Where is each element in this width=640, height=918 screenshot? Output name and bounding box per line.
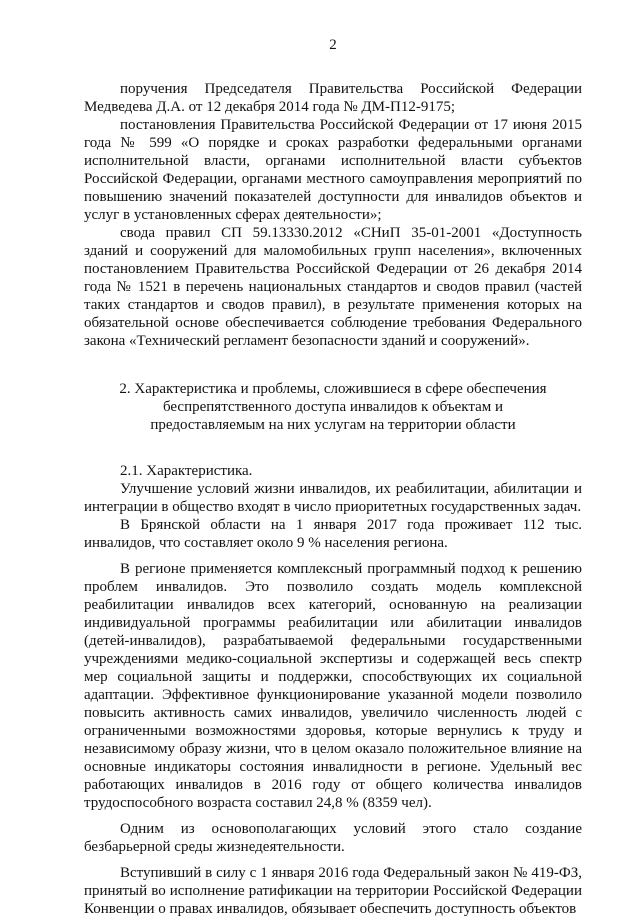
paragraph-resolution-ref: постановления Правительства Российской Федерации от 17 июня 2015 года № 599 «О порядке и сроках разработки федеральными органами исполнительной власти, органами исполнительной власти субъектов Российской Федерации, органами местного самоуправления мероприятий по повышению значений показателей доступности для инвалидов объектов и услуг в установленных сферах деятельности»; (84, 117, 582, 223)
paragraph-barrier-free: Одним из основополагающих условий этого стало создание безбарьерной среды жизнедеятельности. (84, 821, 582, 855)
paragraph-code-of-rules-ref: свода правил СП 59.13330.2012 «СНиП 35-01-2001 «Доступность зданий и сооружений для маломобильных групп населения», включенных постановлением Правительства Российской Федерации от 26 декабря 2014 года № 1521 в перечень национальных стандартов и сводов правил (частей таких стандартов и сводов правил), в результате применения которых на обязательной основе обеспечивается соблюдение требования Федерального закона «Технический регламент безопасности зданий и сооружений». (84, 225, 582, 349)
page-number: 2 (329, 37, 337, 53)
paragraph-comprehensive-approach: В регионе применяется комплексный программный подход к решению проблем инвалидов. Это позволило создать модель комплексной реабилитации инвалидов всех категорий, основанную на реализации индивидуальной программы реабилитации или абилитации инвалидов (детей-инвалидов), разрабатываемой федеральными государственными учреждениями медико-социальной экспертизы и содержащей весь спектр мер социальной защиты и поддержки, способствующих их социальной адаптации. Эффективное функционирование указанной модели позволило повысить активность самих инвалидов, увеличило численность людей с ограниченными возможностями здоровья, которые вернулись к труду и независимому образу жизни, что в целом оказало положительное влияние на основные индикаторы состояния инвалидности в регионе. Удельный вес работающих инвалидов в 2016 году от общего количества инвалидов трудоспособного возраста составил 24,8 % (8359 чел). (84, 561, 582, 811)
paragraph-improvement: Улучшение условий жизни инвалидов, их реабилитации, абилитации и интеграции в общество входят в число приоритетных государственных задач. (84, 481, 582, 515)
subsection-title: 2.1. Характеристика. (120, 463, 253, 479)
paragraph-federal-law: Вступивший в силу с 1 января 2016 года Федеральный закон № 419-ФЗ, принятый во исполнение ратификации на территории Российской Федерации Конвенции о правах инвалидов, обязывает обеспечить доступность объектов (84, 865, 582, 917)
section-heading: 2. Характеристика и проблемы, сложившиеся в сфере обеспечения беспрепятственного доступа инвалидов к объектам и предоставляемым на них услугам на территории области (119, 381, 547, 433)
paragraph-instruction-ref: поручения Председателя Правительства Российской Федерации Медведева Д.А. от 12 декабря 2014 года № ДМ-П12-9175; (84, 81, 582, 115)
paragraph-statistics: В Брянской области на 1 января 2017 года проживает 112 тыс. инвалидов, что составляет около 9 % населения региона. (84, 517, 582, 551)
